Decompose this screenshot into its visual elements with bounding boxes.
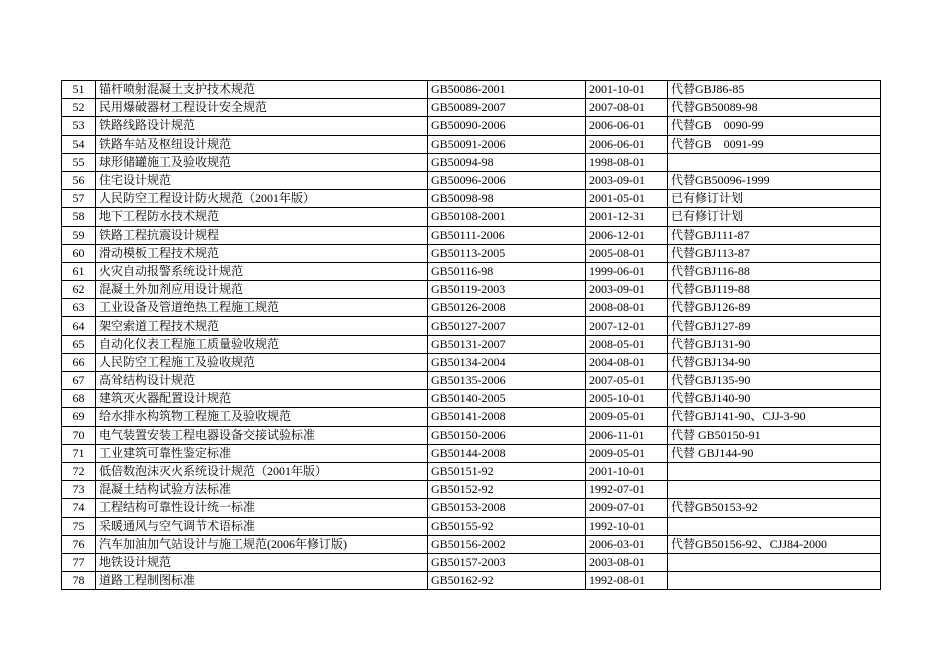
replacement-note-cell: 代替GB50089-98 [668,99,881,117]
table-row [62,481,881,499]
standard-code-cell: GB50157-2003 [428,553,586,571]
effective-date-cell: 2009-05-01 [586,444,668,462]
replacement-note-cell: 代替GBJ127-89 [668,317,881,335]
replacement-note-cell: 代替GBJ119-88 [668,281,881,299]
table-row [62,81,881,99]
standard-code-cell: GB50150-2006 [428,426,586,444]
replacement-note-cell: 已有修订计划 [668,190,881,208]
effective-date-cell: 2009-05-01 [586,408,668,426]
standard-code-cell: GB50089-2007 [428,99,586,117]
standard-name-cell: 铁路线路设计规范 [96,117,428,135]
table-row [62,99,881,117]
replacement-note-cell: 代替GB 0091-99 [668,135,881,153]
row-number-cell: 61 [62,262,96,280]
effective-date-cell: 2007-12-01 [586,317,668,335]
standard-name-cell: 低倍数泡沫灭火系统设计规范（2001年版） [96,462,428,480]
effective-date-cell: 2003-09-01 [586,171,668,189]
standard-name-cell: 电气装置安装工程电器设备交接试验标准 [96,426,428,444]
standard-name-cell: 架空索道工程技术规范 [96,317,428,335]
standard-name-cell: 滑动模板工程技术规范 [96,244,428,262]
replacement-note-cell: 代替GBJ116-88 [668,262,881,280]
replacement-note-cell: 已有修订计划 [668,208,881,226]
standard-code-cell: GB50141-2008 [428,408,586,426]
standard-code-cell: GB50096-2006 [428,171,586,189]
effective-date-cell: 2006-06-01 [586,135,668,153]
standard-code-cell: GB50153-2008 [428,499,586,517]
standard-code-cell: GB50144-2008 [428,444,586,462]
table-row [62,499,881,517]
table-row [62,135,881,153]
effective-date-cell: 2001-10-01 [586,462,668,480]
standard-code-cell: GB50091-2006 [428,135,586,153]
row-number-cell: 76 [62,535,96,553]
replacement-note-cell: 代替GB 0090-99 [668,117,881,135]
standards-table-body [62,81,881,590]
standard-code-cell: GB50131-2007 [428,335,586,353]
replacement-note-cell: 代替GBJ140-90 [668,390,881,408]
table-row [62,299,881,317]
row-number-cell: 77 [62,553,96,571]
table-row [62,517,881,535]
table-row [62,408,881,426]
effective-date-cell: 2006-03-01 [586,535,668,553]
standard-code-cell: GB50156-2002 [428,535,586,553]
replacement-note-cell: 代替GB50156-92、CJJ84-2000 [668,535,881,553]
standard-code-cell: GB50134-2004 [428,353,586,371]
standard-name-cell: 道路工程制图标准 [96,572,428,590]
standard-name-cell: 地铁设计规范 [96,553,428,571]
row-number-cell: 69 [62,408,96,426]
replacement-note-cell [668,481,881,499]
replacement-note-cell: 代替GBJ113-87 [668,244,881,262]
row-number-cell: 59 [62,226,96,244]
standard-name-cell: 住宅设计规范 [96,171,428,189]
table-row [62,281,881,299]
standard-code-cell: GB50113-2005 [428,244,586,262]
table-row [62,190,881,208]
replacement-note-cell: 代替GBJ135-90 [668,372,881,390]
table-row [62,390,881,408]
row-number-cell: 75 [62,517,96,535]
standard-name-cell: 工业设备及管道绝热工程施工规范 [96,299,428,317]
standard-name-cell: 自动化仪表工程施工质量验收规范 [96,335,428,353]
effective-date-cell: 2006-12-01 [586,226,668,244]
replacement-note-cell: 代替GBJ111-87 [668,226,881,244]
table-row [62,153,881,171]
replacement-note-cell: 代替GBJ126-89 [668,299,881,317]
table-row [62,572,881,590]
replacement-note-cell: 代替GBJ86-85 [668,81,881,99]
row-number-cell: 67 [62,372,96,390]
row-number-cell: 71 [62,444,96,462]
replacement-note-cell: 代替GBJ141-90、CJJ-3-90 [668,408,881,426]
standard-code-cell: GB50119-2003 [428,281,586,299]
table-row [62,353,881,371]
effective-date-cell: 2003-08-01 [586,553,668,571]
standard-code-cell: GB50140-2005 [428,390,586,408]
standard-name-cell: 工程结构可靠性设计统一标准 [96,499,428,517]
replacement-note-cell [668,517,881,535]
table-row [62,171,881,189]
table-row [62,426,881,444]
effective-date-cell: 2008-05-01 [586,335,668,353]
row-number-cell: 58 [62,208,96,226]
table-row [62,244,881,262]
row-number-cell: 56 [62,171,96,189]
effective-date-cell: 2007-08-01 [586,99,668,117]
effective-date-cell: 2001-10-01 [586,81,668,99]
table-row [62,335,881,353]
row-number-cell: 53 [62,117,96,135]
effective-date-cell: 1992-08-01 [586,572,668,590]
table-row [62,262,881,280]
effective-date-cell: 1998-08-01 [586,153,668,171]
standard-name-cell: 铁路工程抗震设计规程 [96,226,428,244]
standard-name-cell: 人民防空工程设计防火规范（2001年版） [96,190,428,208]
effective-date-cell: 2009-07-01 [586,499,668,517]
replacement-note-cell: 代替GBJ134-90 [668,353,881,371]
standard-name-cell: 人民防空工程施工及验收规范 [96,353,428,371]
standard-code-cell: GB50094-98 [428,153,586,171]
standard-name-cell: 建筑灭火器配置设计规范 [96,390,428,408]
standard-code-cell: GB50162-92 [428,572,586,590]
effective-date-cell: 2008-08-01 [586,299,668,317]
table-row [62,535,881,553]
standard-name-cell: 地下工程防水技术规范 [96,208,428,226]
table-row [62,462,881,480]
standard-name-cell: 混凝土外加剂应用设计规范 [96,281,428,299]
effective-date-cell: 2006-11-01 [586,426,668,444]
standard-name-cell: 锚杆喷射混凝土支护技术规范 [96,81,428,99]
standard-name-cell: 高耸结构设计规范 [96,372,428,390]
effective-date-cell: 2001-05-01 [586,190,668,208]
row-number-cell: 78 [62,572,96,590]
effective-date-cell: 2005-10-01 [586,390,668,408]
replacement-note-cell [668,572,881,590]
replacement-note-cell [668,553,881,571]
effective-date-cell: 2004-08-01 [586,353,668,371]
effective-date-cell: 1992-10-01 [586,517,668,535]
effective-date-cell: 2005-08-01 [586,244,668,262]
effective-date-cell: 2007-05-01 [586,372,668,390]
table-row [62,444,881,462]
effective-date-cell: 1992-07-01 [586,481,668,499]
table-row [62,317,881,335]
standard-name-cell: 民用爆破器材工程设计安全规范 [96,99,428,117]
row-number-cell: 65 [62,335,96,353]
table-row [62,117,881,135]
replacement-note-cell [668,462,881,480]
standard-name-cell: 采暖通风与空气调节术语标准 [96,517,428,535]
standard-name-cell: 铁路车站及枢纽设计规范 [96,135,428,153]
standard-code-cell: GB50155-92 [428,517,586,535]
effective-date-cell: 2001-12-31 [586,208,668,226]
row-number-cell: 63 [62,299,96,317]
row-number-cell: 73 [62,481,96,499]
standard-code-cell: GB50108-2001 [428,208,586,226]
standard-code-cell: GB50151-92 [428,462,586,480]
table-row [62,226,881,244]
standard-code-cell: GB50090-2006 [428,117,586,135]
replacement-note-cell: 代替 GBJ144-90 [668,444,881,462]
standard-code-cell: GB50126-2008 [428,299,586,317]
row-number-cell: 74 [62,499,96,517]
standard-code-cell: GB50116-98 [428,262,586,280]
row-number-cell: 54 [62,135,96,153]
table-row [62,553,881,571]
row-number-cell: 60 [62,244,96,262]
standard-code-cell: GB50152-92 [428,481,586,499]
effective-date-cell: 1999-06-01 [586,262,668,280]
table-row [62,208,881,226]
standard-code-cell: GB50111-2006 [428,226,586,244]
replacement-note-cell [668,153,881,171]
standard-name-cell: 给水排水构筑物工程施工及验收规范 [96,408,428,426]
standard-name-cell: 球形储罐施工及验收规范 [96,153,428,171]
row-number-cell: 70 [62,426,96,444]
standard-code-cell: GB50098-98 [428,190,586,208]
standard-code-cell: GB50135-2006 [428,372,586,390]
row-number-cell: 55 [62,153,96,171]
row-number-cell: 72 [62,462,96,480]
row-number-cell: 62 [62,281,96,299]
row-number-cell: 52 [62,99,96,117]
row-number-cell: 51 [62,81,96,99]
replacement-note-cell: 代替GBJ131-90 [668,335,881,353]
replacement-note-cell: 代替GB50153-92 [668,499,881,517]
table-row [62,372,881,390]
row-number-cell: 66 [62,353,96,371]
standard-code-cell: GB50086-2001 [428,81,586,99]
standard-name-cell: 火灾自动报警系统设计规范 [96,262,428,280]
standards-table [61,80,881,590]
effective-date-cell: 2003-09-01 [586,281,668,299]
row-number-cell: 68 [62,390,96,408]
standard-name-cell: 工业建筑可靠性鉴定标准 [96,444,428,462]
replacement-note-cell: 代替GB50096-1999 [668,171,881,189]
row-number-cell: 64 [62,317,96,335]
standard-code-cell: GB50127-2007 [428,317,586,335]
row-number-cell: 57 [62,190,96,208]
replacement-note-cell: 代替 GB50150-91 [668,426,881,444]
standard-name-cell: 汽车加油加气站设计与施工规范(2006年修订版) [96,535,428,553]
standard-name-cell: 混凝土结构试验方法标准 [96,481,428,499]
effective-date-cell: 2006-06-01 [586,117,668,135]
